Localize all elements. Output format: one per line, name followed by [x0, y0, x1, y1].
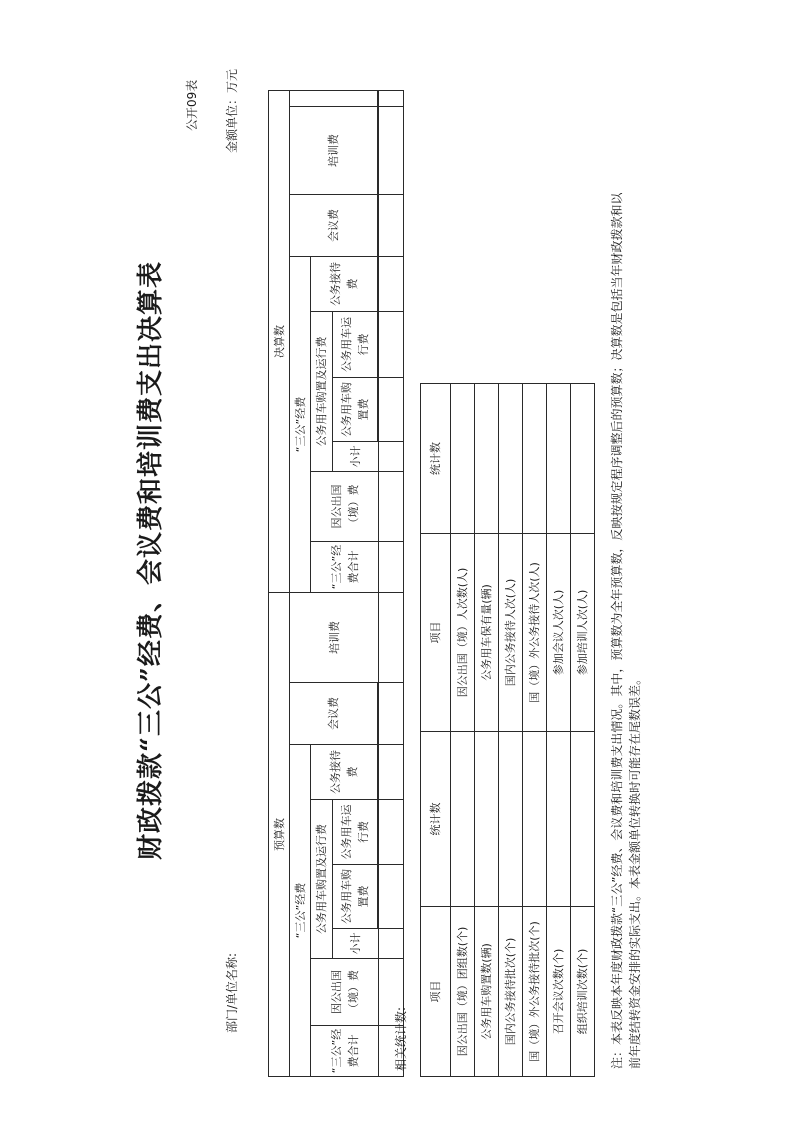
budget-training-value: [379, 593, 404, 683]
budget-header: 预算数: [269, 593, 290, 1077]
budget-sangong-header: “三公”经费: [290, 745, 311, 1077]
footnote-line-1: 注：本表反映本年度财政拨款“三公”经费、会议费和培训费支出情况。其中，预算数为全年预算数，反映按规定程序调整后的预算数；决算数是包括当年财政拨款和以: [610, 192, 624, 1069]
budget-vehicle-purchase-value: [379, 865, 404, 929]
main-expenditure-table: [268, 90, 404, 1077]
actual-reception-value: [379, 257, 404, 312]
actual-subtotal-header: 小计: [333, 442, 379, 472]
budget-vehicle-run-header: 公务用车运行费: [333, 800, 378, 865]
stats-count-value: [475, 732, 499, 907]
page-title: 财政拨款“三公”经费、会议费和培训费支出决算表: [136, 261, 166, 860]
blank-edge-header: [290, 91, 378, 107]
actual-vehicle-run-header: 公务用车运行费: [333, 312, 378, 378]
actual-vehicle-run-value: [379, 312, 404, 378]
stats-count-value: [451, 384, 475, 534]
stats-item-header: 项目: [421, 907, 451, 1077]
stats-item-header: 项目: [421, 534, 451, 732]
stats-count-value: [523, 384, 547, 534]
budget-reception-header: 公务接待费: [311, 745, 378, 800]
budget-meeting-header: 会议费: [290, 683, 378, 745]
actual-abroad-value: [379, 472, 404, 542]
actual-subtotal-value: [379, 442, 404, 472]
stats-count-value: [547, 384, 571, 534]
stats-count-header: 统计数: [421, 384, 451, 534]
budget-subtotal-header: 小计: [333, 929, 379, 959]
stats-item-label: 公务用车购置数(辆): [475, 907, 499, 1077]
stats-count-value: [451, 732, 475, 907]
actual-header: 决算数: [269, 91, 290, 593]
stats-count-value: [475, 384, 499, 534]
stats-count-value: [499, 732, 523, 907]
stats-item-label: 国（境）外公务接待批次(个): [523, 907, 547, 1077]
stats-item-label: 参加会议人次(人): [547, 534, 571, 732]
stats-count-value: [571, 384, 595, 534]
actual-vehicle-group-header: 公务用车购置及运行费: [311, 312, 333, 472]
stats-item-label: 召开会议次数(个): [547, 907, 571, 1077]
budget-sangong-total-header: “三公”经费合计: [311, 1026, 379, 1077]
budget-training-header: 培训费: [290, 593, 379, 683]
stats-section-label: 相关统计数:: [394, 1006, 408, 1071]
actual-vehicle-purchase-value: [379, 378, 404, 442]
actual-vehicle-purchase-header: 公务用车购置费: [333, 378, 378, 442]
stats-item-label: 因公出国（境）团组数(个): [451, 907, 475, 1077]
actual-training-value: [379, 107, 404, 195]
dept-name-label: 部门/单位名称:: [225, 952, 239, 1033]
footnote-line-2: 前年度结转资金安排的实际支出。本表金额单位转换时可能存在尾数误差。: [628, 672, 642, 1069]
stats-count-value: [571, 732, 595, 907]
stats-item-label: 因公出国（境）人次数(人): [451, 534, 475, 732]
actual-meeting-header: 会议费: [290, 195, 378, 257]
table-code: 公开09表: [185, 79, 199, 131]
stats-item-label: 公务用车保有量(辆): [475, 534, 499, 732]
related-stats-table: [420, 383, 595, 1077]
amount-unit-label: 金额单位：万元: [225, 68, 239, 153]
budget-vehicle-run-value: [379, 800, 404, 865]
stats-item-label: 国内公务接待人次(人): [499, 534, 523, 732]
stats-item-label: 国（境）外公务接待人次(人): [523, 534, 547, 732]
blank-edge-value: [379, 91, 404, 107]
actual-meeting-value: [379, 195, 404, 257]
budget-meeting-value: [379, 683, 404, 745]
actual-reception-header: 公务接待费: [311, 257, 378, 312]
actual-training-header: 培训费: [290, 107, 378, 195]
stats-count-value: [499, 384, 523, 534]
actual-sangong-total-header: “三公”经费合计: [311, 542, 379, 593]
budget-reception-value: [379, 745, 404, 800]
budget-subtotal-value: [379, 929, 404, 959]
actual-abroad-header: 因公出国（境）费: [311, 472, 379, 542]
stats-count-value: [523, 732, 547, 907]
budget-vehicle-group-header: 公务用车购置及运行费: [311, 800, 333, 959]
stats-item-label: 国内公务接待批次(个): [499, 907, 523, 1077]
stats-count-value: [547, 732, 571, 907]
actual-sangong-header: “三公”经费: [290, 257, 311, 593]
stats-item-label: 参加培训人次(人): [571, 534, 595, 732]
stats-count-header: 统计数: [421, 732, 451, 907]
budget-abroad-header: 因公出国（境）费: [311, 959, 379, 1026]
budget-vehicle-purchase-header: 公务用车购置费: [333, 865, 378, 929]
footnote: [608, 69, 644, 1069]
actual-sangong-total-value: [379, 542, 404, 593]
stats-item-label: 组织培训次数(个): [571, 907, 595, 1077]
